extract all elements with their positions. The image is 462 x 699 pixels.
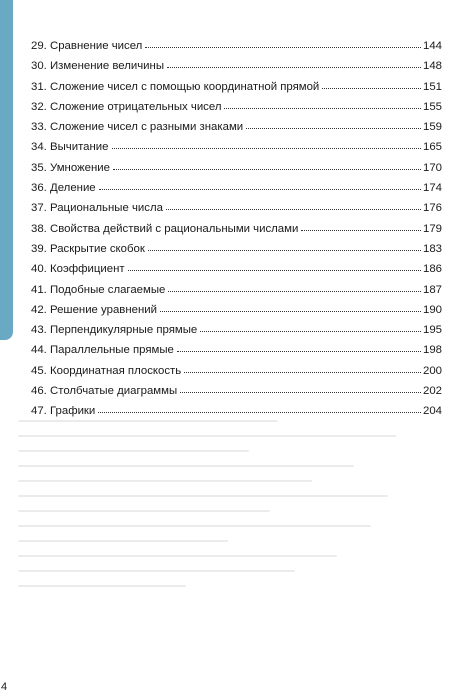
dot-leader bbox=[166, 209, 421, 210]
toc-entry-page: 198 bbox=[422, 344, 442, 357]
toc-entry-title: 35. Умножение bbox=[31, 161, 110, 174]
toc-entry-page: 190 bbox=[422, 303, 442, 316]
toc-entry-page: 144 bbox=[422, 40, 442, 52]
toc-entry-page: 151 bbox=[422, 80, 442, 93]
dot-leader bbox=[246, 128, 421, 129]
toc-entry bbox=[31, 304, 442, 324]
dot-leader bbox=[180, 392, 421, 393]
toc-entry-title: 41. Подобные слагаемые bbox=[31, 283, 166, 296]
toc-entry bbox=[31, 365, 442, 385]
toc-entry-title: 45. Координатная плоскость bbox=[31, 364, 182, 377]
toc-entry-title: 46. Столбчатые диаграммы bbox=[31, 385, 178, 398]
dot-leader bbox=[200, 331, 421, 332]
dot-leader bbox=[113, 169, 421, 170]
toc-entry bbox=[31, 162, 442, 182]
page-number: 4 bbox=[1, 681, 8, 693]
toc-entry-page: 200 bbox=[422, 364, 442, 377]
toc-entry-title: 31. Сложение чисел с помощью координатной прямой bbox=[31, 80, 320, 93]
toc-entry bbox=[31, 243, 442, 263]
toc-entry-title: 36. Деление bbox=[31, 182, 96, 195]
toc-entry bbox=[31, 344, 442, 364]
dot-leader bbox=[301, 230, 421, 231]
dot-leader bbox=[177, 351, 421, 352]
dot-leader bbox=[160, 311, 421, 312]
dot-leader bbox=[112, 148, 421, 149]
toc-entry-page: 176 bbox=[422, 202, 442, 215]
toc-entry-page: 186 bbox=[422, 263, 442, 276]
toc-entry-page: 165 bbox=[422, 141, 442, 154]
toc-entry-page: 183 bbox=[422, 242, 442, 255]
toc-entry-title: 40. Коэффициент bbox=[31, 263, 125, 276]
toc-entry bbox=[31, 182, 442, 202]
dot-leader bbox=[167, 67, 421, 68]
toc-entry-page: 148 bbox=[422, 60, 442, 73]
toc-entry-page: 195 bbox=[422, 324, 442, 337]
toc-entry-title: 29. Сравнение чисел bbox=[31, 40, 143, 52]
toc-entry-title: 39. Раскрытие скобок bbox=[31, 242, 145, 255]
dot-leader bbox=[224, 108, 421, 109]
dot-leader bbox=[145, 47, 421, 48]
toc-entry-page: 170 bbox=[422, 161, 442, 174]
toc-entry bbox=[31, 202, 442, 222]
table-of-contents bbox=[31, 40, 442, 426]
toc-entry bbox=[31, 385, 442, 405]
toc-entry-title: 43. Перпендикулярные прямые bbox=[31, 324, 198, 337]
toc-entry-title: 42. Решение уравнений bbox=[31, 303, 157, 316]
dot-leader bbox=[168, 291, 421, 292]
toc-entry bbox=[31, 60, 442, 80]
toc-entry bbox=[31, 284, 442, 304]
toc-entry bbox=[31, 121, 442, 141]
toc-entry-page: 174 bbox=[422, 182, 442, 195]
side-color-band bbox=[0, 0, 13, 340]
dot-leader bbox=[99, 189, 421, 190]
toc-entry-title: 34. Вычитание bbox=[31, 141, 109, 154]
toc-entry bbox=[31, 81, 442, 101]
toc-entry-title: 32. Сложение отрицательных чисел bbox=[31, 100, 222, 113]
toc-entry-title: 30. Изменение величины bbox=[31, 60, 165, 73]
toc-entry-title: 38. Свойства действий с рациональными числами bbox=[31, 222, 299, 235]
toc-entry-title: 37. Рациональные числа bbox=[31, 202, 163, 215]
toc-entry-page: 187 bbox=[422, 283, 442, 296]
toc-entry bbox=[31, 101, 442, 121]
toc-entry-page: 155 bbox=[422, 100, 442, 113]
toc-entry-title: 47. Графики bbox=[31, 405, 96, 418]
dot-leader bbox=[322, 88, 421, 89]
toc-entry bbox=[31, 40, 442, 60]
toc-entry bbox=[31, 263, 442, 283]
toc-entry bbox=[31, 223, 442, 243]
toc-entry-title: 33. Сложение чисел с разными знаками bbox=[31, 121, 244, 134]
toc-entry-page: 179 bbox=[422, 222, 442, 235]
toc-entry bbox=[31, 324, 442, 344]
toc-entry-page: 159 bbox=[422, 121, 442, 134]
show-through-texture bbox=[18, 420, 438, 660]
toc-entry-page: 204 bbox=[422, 405, 442, 418]
toc-entry-page: 202 bbox=[422, 385, 442, 398]
dot-leader bbox=[148, 250, 421, 251]
dot-leader bbox=[184, 372, 421, 373]
dot-leader bbox=[98, 412, 421, 413]
toc-entry-title: 44. Параллельные прямые bbox=[31, 344, 174, 357]
toc-entry bbox=[31, 141, 442, 161]
dot-leader bbox=[128, 270, 421, 271]
